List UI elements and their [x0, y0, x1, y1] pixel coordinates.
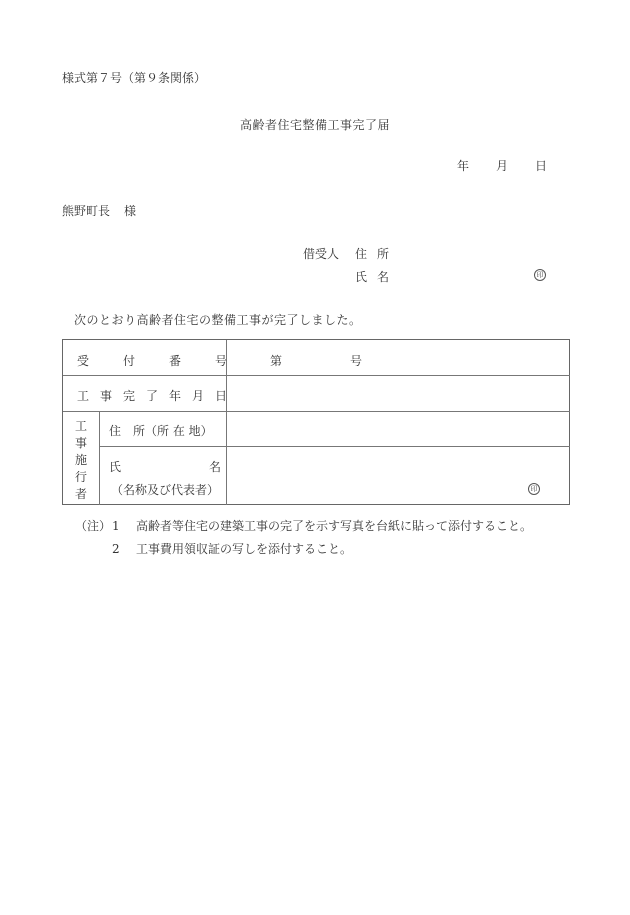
note-number: 1 — [112, 519, 120, 533]
intro-text: 次のとおり高齢者住宅の整備工事が完了しました。 — [74, 313, 362, 327]
contractor-name-label-left: 氏 — [109, 460, 122, 474]
label-char: 者 — [75, 487, 88, 501]
label-char: 月 — [192, 389, 205, 403]
date-month-label: 月 — [496, 159, 509, 173]
label-char: 事 — [100, 389, 113, 403]
contractor-name-field[interactable] — [228, 448, 568, 503]
notes-prefix: （注） — [75, 519, 112, 533]
applicant-address-label: 住所 — [355, 247, 400, 261]
contractor-name-label-right: 名 — [209, 460, 222, 474]
label-char: 工 — [75, 419, 88, 433]
date-day-label: 日 — [535, 159, 548, 173]
label-char: 了 — [146, 389, 159, 403]
label-char: 日 — [215, 389, 228, 403]
contractor-address-field[interactable] — [228, 413, 568, 445]
document-title: 高齢者住宅整備工事完了届 — [239, 118, 390, 132]
note-number: 2 — [112, 542, 120, 556]
label-char: 施 — [75, 453, 88, 467]
note-2 — [112, 540, 352, 557]
addressee — [62, 202, 136, 219]
date-year-label: 年 — [457, 159, 470, 173]
label-char: 年 — [169, 389, 182, 403]
contractor-group-label — [75, 418, 89, 503]
addressee-name: 熊野町長 — [62, 204, 111, 218]
form-number: 様式第７号（第９条関係） — [62, 71, 207, 85]
note-text: 高齢者等住宅の建築工事の完了を示す写真を台紙に貼って添付すること。 — [136, 519, 533, 533]
contractor-address-label: 住 所（所 在 地） — [109, 424, 213, 438]
applicant-name-label: 氏名 — [355, 270, 400, 284]
label-char: 受 — [77, 354, 90, 368]
label-char: 番 — [169, 354, 182, 368]
seal-icon: 印 — [528, 483, 540, 495]
reception-number-prefix: 第 — [270, 354, 283, 368]
label-char: 完 — [123, 389, 136, 403]
reception-number-field[interactable] — [288, 344, 343, 370]
completion-table — [62, 339, 570, 505]
contractor-name-sublabel: （名称及び代表者） — [111, 483, 220, 497]
label-char: 事 — [75, 436, 88, 450]
label-char: 工 — [77, 389, 90, 403]
seal-icon: 印 — [534, 269, 546, 281]
reception-number-suffix: 号 — [350, 354, 363, 368]
note-1 — [75, 517, 532, 534]
label-char: 付 — [123, 354, 136, 368]
addressee-honorific: 様 — [124, 204, 137, 218]
note-text: 工事費用領収証の写しを添付すること。 — [136, 542, 353, 556]
label-char: 号 — [215, 354, 228, 368]
borrower-label: 借受人 — [303, 247, 340, 261]
completion-date-field[interactable] — [228, 377, 568, 409]
label-char: 行 — [75, 470, 88, 484]
